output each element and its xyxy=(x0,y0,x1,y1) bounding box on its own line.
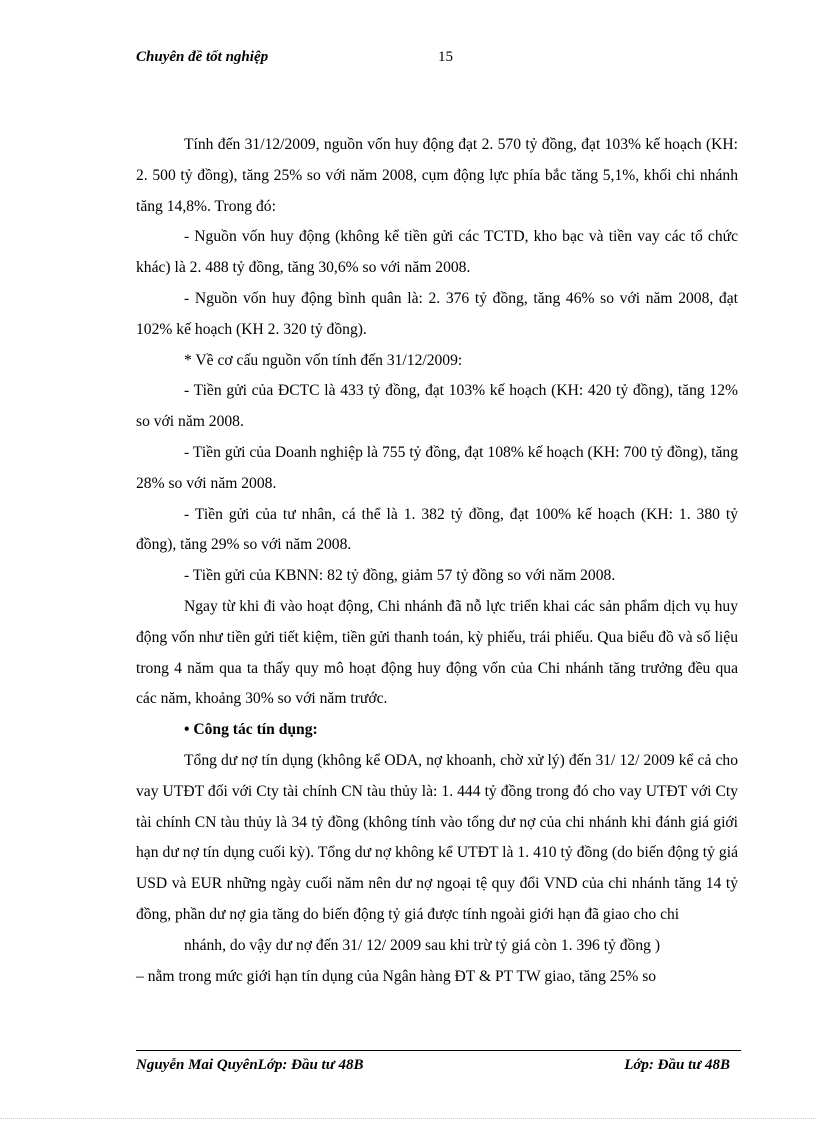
paragraph-deposit-dctc: - Tiền gửi của ĐCTC là 433 tỷ đồng, đạt 103% kế hoạch (KH: 420 tỷ đồng), tăng 12% so với năm 2008. xyxy=(136,382,738,431)
footer-author: Nguyễn Mai QuyênLớp: Đầu tư 48B xyxy=(136,1057,364,1073)
paragraph-capital-summary: Tính đến 31/12/2009, nguồn vốn huy động đạt 2. 570 tỷ đồng, đạt 103% kế hoạch (KH: 2. 500 tỷ đồng), tăng 25% so với năm 2008, cụm động lực phía bắc tăng 5,1%, khối chi nhánh tăng 14,8%. Trong đó: xyxy=(136,136,738,215)
footer-divider xyxy=(136,1050,741,1051)
paragraph-capital-structure-heading: * Về cơ cấu nguồn vốn tính đến 31/12/2009: xyxy=(184,351,463,369)
page-number: 15 xyxy=(438,49,453,65)
page-footer xyxy=(136,1057,738,1079)
footer-class: Lớp: Đầu tư 48B xyxy=(624,1057,730,1073)
paragraph-deposit-enterprise: - Tiền gửi của Doanh nghiệp là 755 tỷ đồng, đạt 108% kế hoạch (KH: 700 tỷ đồng), tăng 28% so với năm 2008. xyxy=(136,443,738,492)
document-body xyxy=(136,130,738,992)
section-heading-credit: • Công tác tín dụng: xyxy=(184,721,318,739)
document-title: Chuyên đề tốt nghiệp xyxy=(136,49,269,65)
paragraph-credit-limit: – nằm trong mức giới hạn tín dụng của Ngân hàng ĐT & PT TW giao, tăng 25% so xyxy=(136,967,657,985)
paragraph-deposit-kbnn: - Tiền gửi của KBNN: 82 tỷ đồng, giảm 57 tỷ đồng so với năm 2008. xyxy=(184,567,616,585)
paragraph-deposit-individual: - Tiền gửi của tư nhân, cá thể là 1. 382 tỷ đồng, đạt 100% kế hoạch (KH: 1. 380 tỷ đồng), tăng 29% so với năm 2008. xyxy=(136,505,738,554)
page-boundary xyxy=(0,1118,816,1119)
paragraph-capital-mobilized: - Nguồn vốn huy động (không kể tiền gửi các TCTD, kho bạc và tiền vay các tổ chức khác) là 2. 488 tỷ đồng, tăng 30,6% so với năm 2008. xyxy=(136,228,738,277)
page-header xyxy=(136,49,736,71)
paragraph-growth-overview: Ngay từ khi đi vào hoạt động, Chi nhánh đã nỗ lực triển khai các sản phẩm dịch vụ huy động vốn như tiền gửi tiết kiệm, tiền gửi thanh toán, kỳ phiếu, trái phiếu. Qua biểu đồ và số liệu trong 4 năm qua ta thấy quy mô hoạt động huy động vốn của Chi nhánh tăng trưởng đều qua các năm, khoảng 30% so với năm trước. xyxy=(136,597,738,708)
paragraph-credit-total: Tổng dư nợ tín dụng (không kể ODA, nợ khoanh, chờ xử lý) đến 31/ 12/ 2009 kể cả cho vay UTĐT đối với Cty tài chính CN tàu thủy là: 1. 444 tỷ đồng trong đó cho vay UTĐT với Cty tài chính CN tàu thủy là 34 tỷ đồng (không tính vào tổng dư nợ của chi nhánh khi đánh giá giới hạn dư nợ tín dụng cuối kỳ). Tổng dư nợ không kể UTĐT là 1. 410 tỷ đồng (do biến động tỷ giá USD và EUR những ngày cuối năm nên dư nợ ngoại tệ quy đổi VND của chi nhánh tăng 14 tỷ đồng, phần dư nợ gia tăng do biến động tỷ giá được tính ngoài giới hạn đã giao cho chi xyxy=(136,751,738,923)
paragraph-capital-average: - Nguồn vốn huy động bình quân là: 2. 376 tỷ đồng, tăng 46% so với năm 2008, đạt 102% kế hoạch (KH 2. 320 tỷ đồng). xyxy=(136,289,738,338)
paragraph-credit-continuation: nhánh, do vậy dư nợ đến 31/ 12/ 2009 sau khi trừ tỷ giá còn 1. 396 tỷ đồng ) xyxy=(184,936,661,954)
